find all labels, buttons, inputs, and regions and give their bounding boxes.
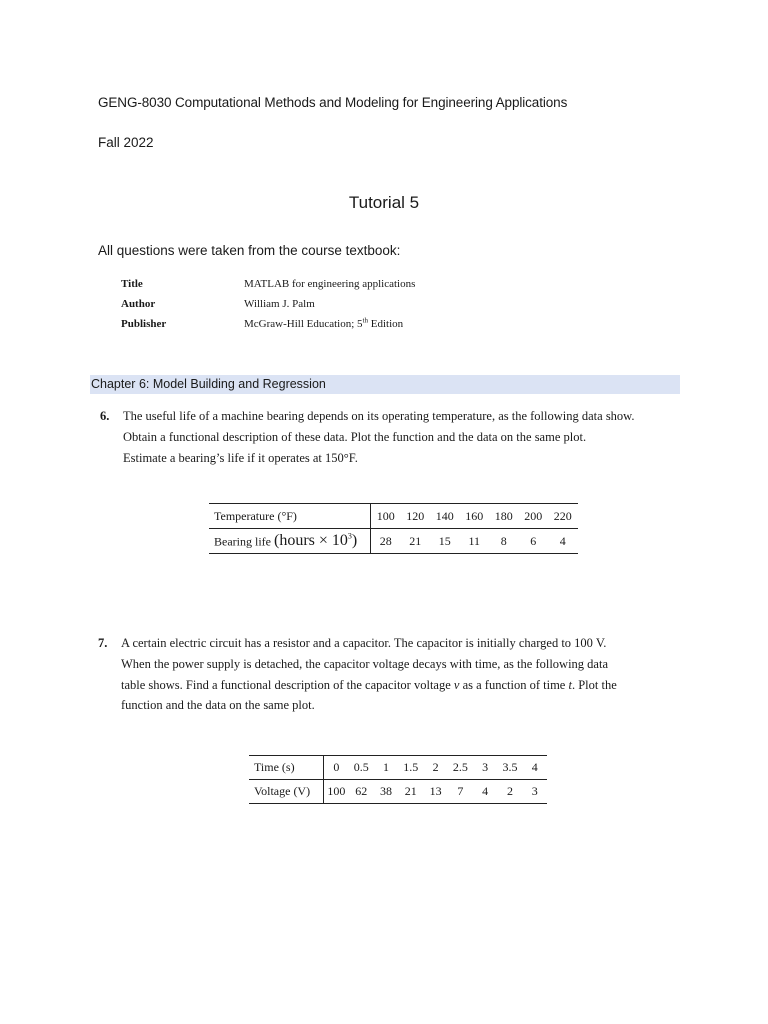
table-cell: 1.5	[398, 756, 423, 780]
table-cell: 100	[371, 504, 401, 529]
edition-word: Edition	[367, 318, 404, 330]
book-info	[121, 274, 415, 334]
table-cell: 8	[489, 529, 519, 554]
table-cell: 38	[374, 780, 399, 804]
question-line: Estimate a bearing’s life if it operates at 150°F.	[123, 450, 358, 465]
table-cell: 2	[423, 756, 448, 780]
table-cell: 28	[371, 529, 401, 554]
question-number: 7.	[98, 636, 108, 650]
text-run: . Plot the	[571, 677, 617, 692]
question-body	[121, 633, 688, 716]
question-line: The useful life of a machine bearing depends on its operating temperature, as the following data show.	[123, 409, 635, 423]
table-cell: 140	[430, 504, 460, 529]
table-cell: 3	[473, 756, 498, 780]
book-title-value: MATLAB for engineering applications	[244, 278, 416, 290]
variable-t: t	[568, 677, 572, 692]
table-cell: 7	[448, 780, 473, 804]
question-body	[123, 406, 680, 468]
book-publisher-value	[244, 318, 403, 330]
table-cell: 100	[324, 780, 349, 804]
intro-text: All questions were taken from the course textbook:	[98, 243, 401, 258]
term-label: Fall 2022	[98, 135, 154, 150]
table-cell: 21	[398, 780, 423, 804]
table-cell: 0	[324, 756, 349, 780]
table-cell: 3	[522, 780, 547, 804]
question-number: 6.	[100, 409, 110, 423]
table-cell: 200	[519, 504, 549, 529]
table-cell: 6	[519, 529, 549, 554]
table-cell: 120	[401, 504, 431, 529]
table-cell: 160	[460, 504, 490, 529]
table-cell: 4	[548, 529, 578, 554]
table-cell: 0.5	[349, 756, 374, 780]
table-row	[249, 780, 547, 804]
unit-close: )	[351, 532, 358, 550]
text-run: table shows. Find a functional description of the capacitor voltage	[121, 677, 454, 692]
question-line	[121, 675, 688, 696]
question-line: When the power supply is detached, the capacitor voltage decays with time, as the following data	[121, 656, 608, 671]
table-cell: 4	[522, 756, 547, 780]
book-publisher-label: Publisher	[121, 318, 167, 330]
table-row	[209, 529, 578, 554]
row-header: Temperature (°F)	[209, 504, 371, 529]
book-publisher-row	[121, 314, 415, 334]
book-title-label: Title	[121, 278, 143, 290]
table-row	[209, 504, 578, 529]
variable-v: v	[453, 677, 460, 692]
publisher-name: McGraw-Hill Education; 5	[244, 318, 363, 330]
row-header	[209, 529, 371, 554]
book-author-row	[121, 294, 415, 314]
unit-text: (hours × 10	[273, 532, 348, 550]
book-title-row	[121, 274, 415, 294]
unit-exponent: 3	[347, 531, 352, 541]
table-cell: 62	[349, 780, 374, 804]
text-run: as a function of time	[459, 677, 569, 692]
capacitor-voltage-table	[249, 755, 547, 804]
edition-suffix: th	[362, 316, 368, 325]
table-cell: 2	[498, 780, 523, 804]
table-cell: 180	[489, 504, 519, 529]
book-author-value: William J. Palm	[244, 298, 315, 310]
table-cell: 220	[548, 504, 578, 529]
chapter-title: Chapter 6: Model Building and Regression	[91, 377, 326, 391]
question-7	[98, 633, 688, 716]
question-line: Obtain a functional description of these data. Plot the function and the data on the same plot.	[123, 429, 587, 444]
chapter-heading	[90, 375, 680, 394]
table-cell: 2.5	[448, 756, 473, 780]
table-cell: 3.5	[498, 756, 523, 780]
tutorial-title: Tutorial 5	[348, 193, 420, 212]
row-header-unit	[274, 532, 357, 549]
table-cell: 15	[430, 529, 460, 554]
course-title: GENG-8030 Computational Methods and Modeling for Engineering Applications	[98, 95, 568, 110]
row-header-text: Bearing life	[214, 534, 274, 549]
question-line: function and the data on the same plot.	[121, 698, 315, 713]
table-row	[249, 756, 547, 780]
table-cell: 1	[374, 756, 399, 780]
row-header: Time (s)	[249, 756, 324, 780]
table-cell: 4	[473, 780, 498, 804]
table-cell: 21	[401, 529, 431, 554]
table-cell: 13	[423, 780, 448, 804]
book-author-label: Author	[121, 298, 156, 310]
bearing-life-table	[209, 503, 578, 554]
row-header: Voltage (V)	[249, 780, 324, 804]
table-cell: 11	[460, 529, 490, 554]
question-line: A certain electric circuit has a resistor and a capacitor. The capacitor is initially charged to 100 V.	[121, 636, 607, 650]
question-6	[100, 406, 680, 468]
